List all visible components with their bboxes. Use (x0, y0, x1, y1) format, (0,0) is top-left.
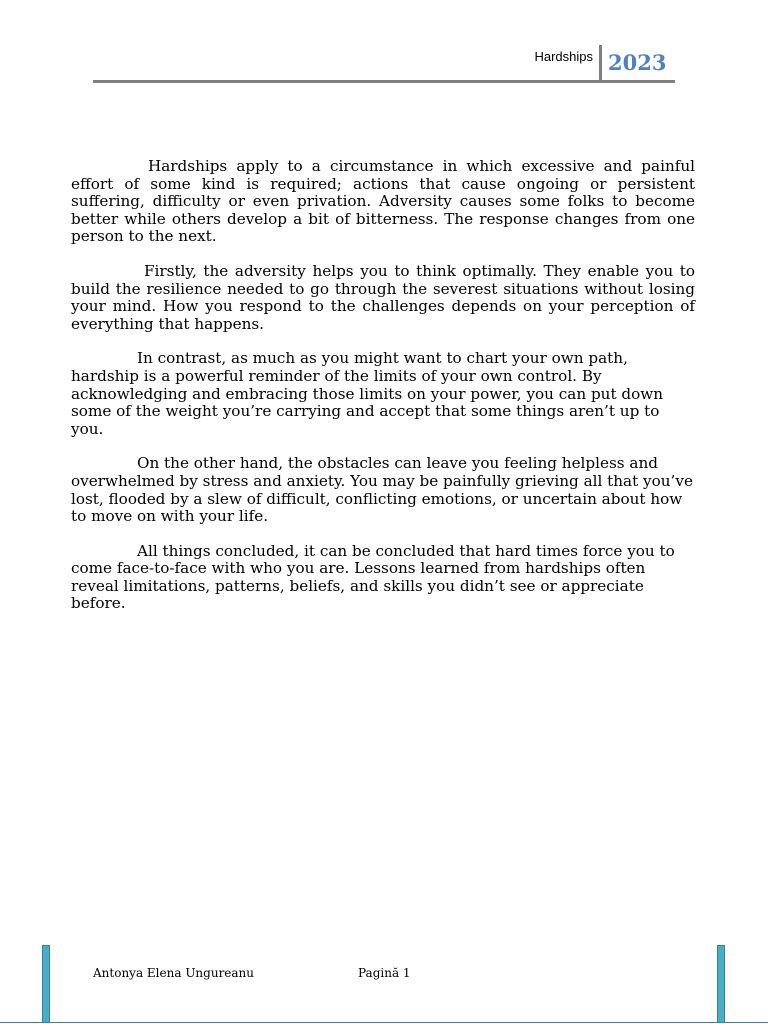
header-year: 2023 (608, 50, 667, 75)
footer-accent-bar-right (717, 945, 725, 1023)
paragraph-3: In contrast, as much as you might want to chart your own path, hardship is a powerful reminder of the limits of your own control. By acknowledging and embracing those limits on your power, you can put down some of the weight you’re carrying and accept that some things aren’t up to you. (71, 349, 664, 438)
paragraph-2: Firstly, the adversity helps you to think optimally. They enable you to build the resilience needed to go through the severest situations without losing your mind. How you respond to the challenges depends on your perception of everything that happens. (71, 261, 695, 333)
header-rule (93, 80, 675, 83)
footer-line (0, 1022, 768, 1023)
header-divider (599, 45, 602, 83)
document-title: Hardships (534, 49, 593, 64)
page-header (93, 40, 675, 84)
document-body (71, 158, 695, 630)
footer-accent-bar-left (42, 945, 50, 1023)
page-number: Pagină 1 (358, 966, 411, 980)
paragraph-1: Hardships apply to a circumstance in which excessive and painful effort of some kind is required; actions that cause ongoing or persistent suffering, difficulty or even privation. Adversity causes some folks to become better while others develop a bit of bitterness. The response changes from one person to the next. (71, 157, 695, 246)
paragraph-4: On the other hand, the obstacles can leave you feeling helpless and overwhelmed by stress and anxiety. You may be painfully grieving all that you’ve lost, flooded by a slew of difficult, conflicting emotions, or uncertain about how to move on with your life. (71, 454, 693, 526)
footer-author: Antonya Elena Ungureanu (93, 966, 255, 980)
paragraph-5: All things concluded, it can be concluded that hard times force you to come face-to-face with who you are. Lessons learned from hardships often reveal limitations, patterns, beliefs, and skills you didn’t see or appreciate before. (71, 541, 675, 613)
page-footer (0, 940, 768, 1024)
